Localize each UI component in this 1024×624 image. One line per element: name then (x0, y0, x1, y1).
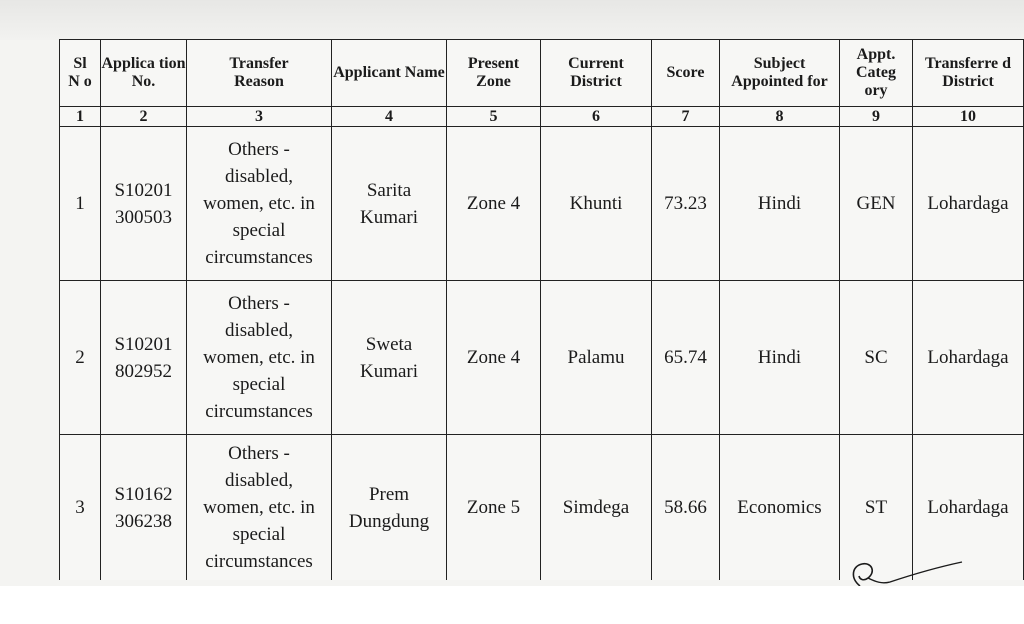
cell-current-district: Simdega (541, 435, 652, 581)
cell-application-no: S10162 306238 (101, 435, 187, 581)
header-score: Score (652, 40, 720, 107)
column-number: 3 (187, 107, 332, 127)
cell-transferred-district: Lohardaga (913, 127, 1024, 281)
header-category: Appt. Categ ory (840, 40, 913, 107)
cell-category: ST (840, 435, 913, 581)
column-number: 10 (913, 107, 1024, 127)
header-applicant-name: Applicant Name (332, 40, 447, 107)
cell-current-district: Khunti (541, 127, 652, 281)
column-number: 1 (60, 107, 101, 127)
cell-category: GEN (840, 127, 913, 281)
column-number: 4 (332, 107, 447, 127)
transfer-table (59, 39, 1024, 580)
cell-subject: Hindi (720, 127, 840, 281)
header-present-zone: Present Zone (447, 40, 541, 107)
column-number-row (60, 107, 1024, 127)
cell-transferred-district: Lohardaga (913, 435, 1024, 581)
cell-category: SC (840, 281, 913, 435)
cell-application-no: S10201 802952 (101, 281, 187, 435)
header-transfer-reason: Transfer Reason (187, 40, 332, 107)
column-number: 2 (101, 107, 187, 127)
header-current-district: Current District (541, 40, 652, 107)
column-number: 9 (840, 107, 913, 127)
page-bottom-margin (0, 586, 1024, 624)
cell-score: 58.66 (652, 435, 720, 581)
cell-sl-no: 2 (60, 281, 101, 435)
cell-applicant-name: Sweta Kumari (332, 281, 447, 435)
cell-present-zone: Zone 4 (447, 281, 541, 435)
cell-sl-no: 1 (60, 127, 101, 281)
cell-present-zone: Zone 4 (447, 127, 541, 281)
cell-current-district: Palamu (541, 281, 652, 435)
cell-sl-no: 3 (60, 435, 101, 581)
cell-score: 73.23 (652, 127, 720, 281)
column-number: 6 (541, 107, 652, 127)
cell-transfer-reason: Others - disabled, women, etc. in special circumstances (187, 281, 332, 435)
header-application-no: Applica tion No. (101, 40, 187, 107)
cell-present-zone: Zone 5 (447, 435, 541, 581)
header-transferred-district: Transferre d District (913, 40, 1024, 107)
scan-shadow (0, 0, 1024, 40)
cell-transfer-reason: Others - disabled, women, etc. in special circumstances (187, 127, 332, 281)
header-subject: Subject Appointed for (720, 40, 840, 107)
cell-transferred-district: Lohardaga (913, 281, 1024, 435)
cell-subject: Hindi (720, 281, 840, 435)
column-number: 7 (652, 107, 720, 127)
cell-subject: Economics (720, 435, 840, 581)
handwritten-signature (846, 556, 966, 590)
cell-transfer-reason: Others - disabled, women, etc. in special circumstances (187, 435, 332, 581)
header-sl-no: Sl N o (60, 40, 101, 107)
cell-applicant-name: Sarita Kumari (332, 127, 447, 281)
column-number: 5 (447, 107, 541, 127)
table-row (60, 127, 1024, 281)
header-row (60, 40, 1024, 107)
table-row (60, 281, 1024, 435)
cell-applicant-name: Prem Dungdung (332, 435, 447, 581)
cell-application-no: S10201 300503 (101, 127, 187, 281)
column-number: 8 (720, 107, 840, 127)
cell-score: 65.74 (652, 281, 720, 435)
